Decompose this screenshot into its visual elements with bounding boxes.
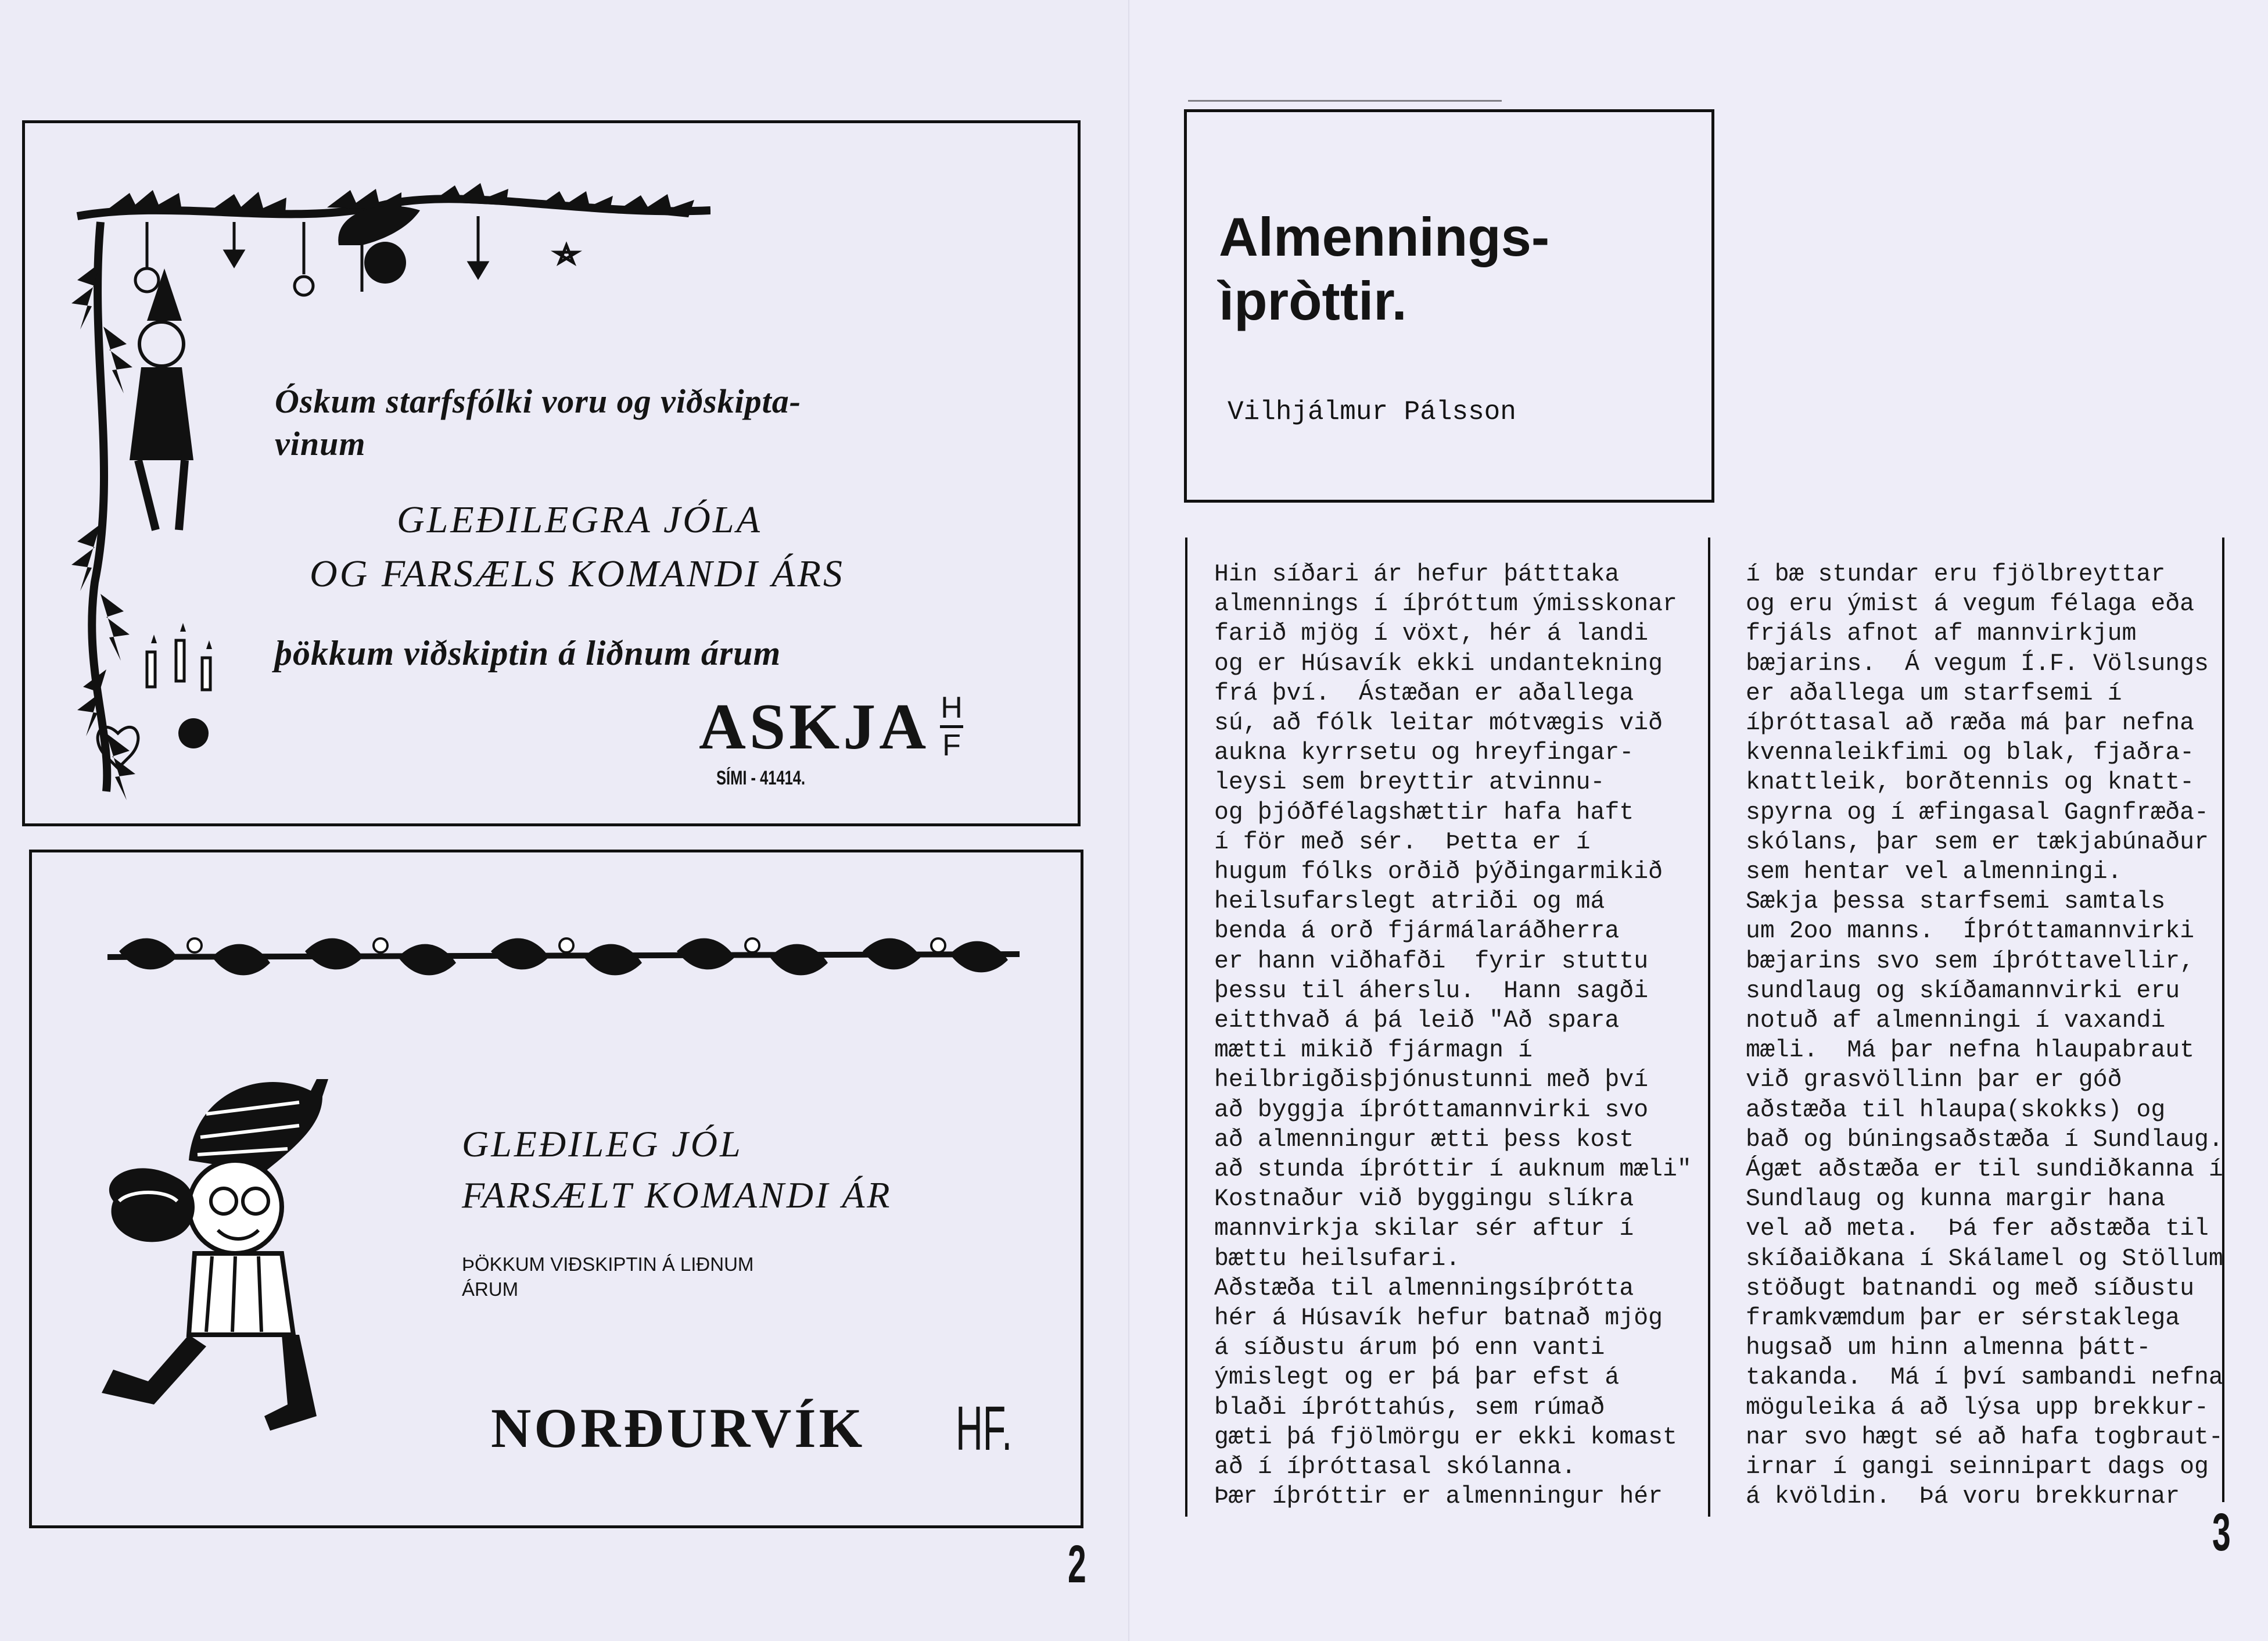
article-line: Aðstæða til almenningsíþrótta [1214,1274,1634,1302]
title-box [1184,109,1714,503]
article-line: við grasvöllinn þar er góð [1746,1066,2122,1094]
wish-line-1: GLEÐILEGRA JÓLA [397,499,762,541]
article-line: Sækja þessa starfsemi samtals [1746,888,2166,916]
article-line: íþróttasal að ræða má þar nefna [1746,710,2195,737]
article-line: í för með sér. Þetta er í [1214,828,1591,856]
left-page [0,0,1130,1641]
article-line: aukna kyrrsetu og hreyfingar- [1214,739,1634,767]
thanks-line-1: ÞÖKKUM VIÐSKIPTIN Á LIÐNUM [462,1253,754,1275]
company-name: NORÐURVÍK [491,1397,866,1459]
greeting-line-2: vinum [275,425,366,463]
article-line: blaði íþróttahús, sem rúmað [1214,1393,1605,1421]
article-line: skólans, þar sem er tækjabúnaður [1746,828,2209,856]
gnome-illustration [90,1056,369,1434]
column-rule-left [1185,538,1187,1517]
article-line: hér á Húsavík hefur batnað mjög [1214,1305,1663,1332]
company-suffix [940,693,963,761]
article-line: er hann viðhafði fyrir stuttu [1214,947,1649,975]
article-line: vel að meta. Þá fer aðstæða til [1746,1215,2209,1243]
article-line: og er Húsavík ekki undantekning [1214,650,1663,678]
article-line: að almenningur ætti þess kost [1214,1126,1634,1153]
wish-line-1: GLEÐILEG JÓL [462,1123,743,1165]
article-line: bæjarins svo sem íþróttavellir, [1746,947,2195,975]
article-line: irnar í gangi seinnipart dags og [1746,1453,2209,1481]
article-line: aðstæða til hlaupa(skokks) og [1746,1096,2166,1124]
article-line: hugum fólks orðið þýðingarmikið [1214,858,1663,886]
thanks-text: þökkum viðskiptin á liðnum árum [275,634,781,672]
article-line: Sundlaug og kunna margir hana [1746,1185,2166,1213]
suffix-divider [940,725,963,728]
author-name: Vilhjálmur Pálsson [1228,397,1516,427]
article-line: Kostnaður við byggingu slíkra [1214,1185,1634,1213]
article-line: er aðallega um starfsemi í [1746,679,2122,707]
company-suffix-bottom: F [942,729,961,762]
column-rule-middle [1708,538,1710,1517]
article-line: í bæ stundar eru fjölbreyttar [1746,561,2166,588]
article-line: stöðugt batnandi og með síðustu [1746,1274,2195,1302]
company-suffix: HF. [956,1393,1013,1463]
wish-line-2: OG FARSÆLS KOMANDI ÁRS [310,553,845,595]
article-line: bað og búningsaðstæða í Sundlaug. [1746,1126,2223,1153]
article-line: sú, að fólk leitar mótvægis við [1214,710,1663,737]
wish-line-2: FARSÆLT KOMANDI ÁR [462,1174,892,1216]
article-line: möguleika á að lýsa upp brekkur- [1746,1393,2209,1421]
article-line: kvennaleikfimi og blak, fjaðra- [1746,739,2195,767]
article-line: bæjarins. Á vegum Í.F. Völsungs [1746,650,2209,678]
article-line: benda á orð fjármálaráðherra [1214,918,1620,945]
article-line: að stunda íþróttir í auknum mæli" [1214,1156,1692,1184]
article-line: heilsufarslegt atriði og má [1214,888,1605,916]
page-number: 3 [2212,1503,2231,1562]
article-line: sundlaug og skíðamannvirki eru [1746,977,2180,1005]
top-rule [1188,100,1502,102]
holly-garland-illustration [107,922,1020,986]
company-name: ASKJA [699,691,930,763]
article-column-left [1214,560,1692,1512]
article-line: nar svo hægt sé að hafa togbraut- [1746,1423,2223,1451]
article-line: á síðustu árum þó enn vanti [1214,1334,1605,1362]
article-line: eitthvað á þá leið "Að spara [1214,1007,1620,1035]
phone-number: SÍMI - 41414. [716,767,806,789]
article-line: Þær íþróttir er almenningur hér [1214,1483,1663,1511]
article-line: og eru ýmist á vegum félaga eða [1746,590,2195,618]
greeting-line-1: Óskum starfsfólki voru og viðskipta- [275,382,802,420]
article-line: ýmislegt og er þá þar efst á [1214,1364,1620,1392]
nordurvik-ad [29,850,1083,1528]
article-line: mannvirkja skilar sér aftur í [1214,1215,1634,1243]
thanks-line-2: ÁRUM [462,1278,519,1300]
article-column-right [1746,560,2223,1512]
article-line: farið mjög í vöxt, hér á landi [1214,620,1649,648]
article-line: knattleik, borðtennis og knatt- [1746,769,2195,797]
christmas-garland-illustration [60,175,710,815]
title-line-2: ìpròttir. [1219,270,1407,331]
article-line: frá því. Ástæðan er aðallega [1214,679,1634,707]
article-line: að í íþróttasal skólanna. [1214,1453,1576,1481]
article-line: framkvæmdum þar er sérstaklega [1746,1305,2180,1332]
article-line: og þjóðfélagshættir hafa haft [1214,798,1634,826]
article-line: frjáls afnot af mannvirkjum [1746,620,2137,648]
article-line: heilbrigðisþjónustunni með því [1214,1066,1649,1094]
article-line: almennings í íþróttum ýmisskonar [1214,590,1677,618]
article-line: skíðaiðkana í Skálamel og Stöllum [1746,1245,2223,1273]
title-line-1: Almennings- [1219,206,1550,267]
article-line: takanda. Má í því sambandi nefna [1746,1364,2223,1392]
article-line: mæli. Má þar nefna hlaupabraut [1746,1037,2195,1065]
article-title [1219,205,1549,333]
article-line: leysi sem breyttir atvinnu- [1214,769,1605,797]
article-line: á kvöldin. Þá voru brekkurnar [1746,1483,2180,1511]
article-line: hugsað um hinn almenna þátt- [1746,1334,2151,1362]
company-suffix-top: H [941,691,963,725]
article-line: gæti þá fjölmörgu er ekki komast [1214,1423,1677,1451]
article-line: þessu til áherslu. Hann sagði [1214,977,1649,1005]
article-line: bættu heilsufari. [1214,1245,1460,1273]
article-line: spyrna og í æfingasal Gagnfræða- [1746,798,2209,826]
article-line: um 2oo manns. Íþróttamannvirki [1746,918,2195,945]
article-line: notuð af almenningi í vaxandi [1746,1007,2166,1035]
article-line: sem hentar vel almenningi. [1746,858,2122,886]
askja-ad [22,120,1081,826]
article-line: Ágæt aðstæða er til sundiðkanna í [1746,1156,2223,1184]
article-line: mætti mikið fjármagn í [1214,1037,1533,1065]
article-line: að byggja íþróttamannvirki svo [1214,1096,1649,1124]
page-number: 2 [1068,1535,1086,1594]
article-line: Hin síðari ár hefur þátttaka [1214,561,1620,588]
